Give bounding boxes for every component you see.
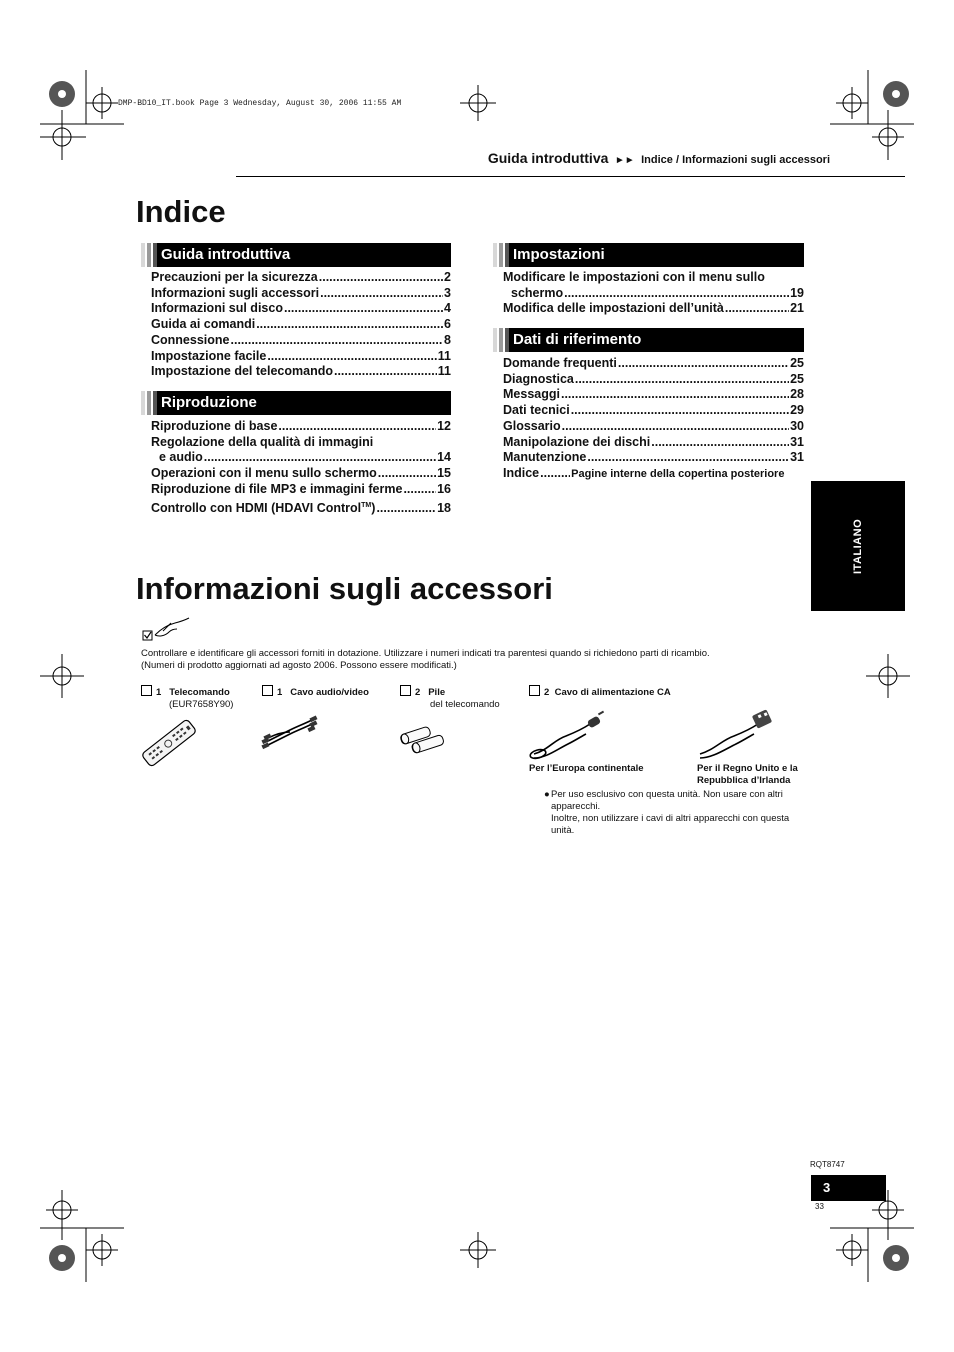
toc-entry[interactable] [503,387,804,403]
toc-label: Glossario [503,418,561,433]
toc-guida [151,270,451,380]
accessories-title: Informazioni sugli accessori [136,571,553,606]
toc-entry[interactable] [151,349,451,365]
accessory-name: Cavo di alimentazione CA [554,687,671,698]
page-number-box [811,1175,886,1201]
toc-label: Riproduzione di file MP3 e immagini ferme [151,481,403,496]
section-heading-guida [141,243,451,267]
breadcrumb [488,150,830,168]
section-heading-riferimento-label: Dati di riferimento [513,331,642,348]
toc-page: 25 [790,371,804,386]
toc-entry[interactable] [503,450,804,466]
leader-dots [540,466,570,482]
checkbox[interactable] [141,685,152,696]
intro-line: Controllare e identificare gli accessori forniti in dotazione. Utilizzare i numeri indicati tra parentesi quando si richiedono parti di ricambio. [141,648,710,659]
absolute-page-number: 33 [815,1202,824,1211]
leader-dots [278,419,436,435]
toc-label: Impostazione del telecomando [151,364,333,379]
toc-page: 2 [444,270,451,284]
toc-label: Domande frequenti [503,356,617,370]
plug-label-uk [697,763,798,787]
toc-page: 11 [437,348,451,363]
toc-page: 12 [437,419,451,433]
plug-label-uk-line: Per il Regno Unito e la [697,763,798,774]
toc-label: Diagnostica [503,371,574,386]
accessory-detail: del telecomando [430,699,500,710]
toc-page: 30 [790,418,804,433]
leader-dots [284,301,443,317]
leader-dots [256,317,443,333]
accessory-remote [141,685,233,711]
toc-label: Precauzioni per la sicurezza [151,270,318,284]
toc-page: 8 [444,332,451,347]
toc-impostazioni [503,270,804,317]
heading-gradient [141,391,159,415]
toc-page: 31 [790,434,804,449]
toc-label: Informazioni sul disco [151,301,283,316]
toc-page: 25 [790,356,804,370]
av-cable-icon [260,712,320,754]
accessories-intro [141,648,801,672]
note-bullet-row [544,789,809,837]
toc-label: Regolazione della qualità di immagini [151,434,374,449]
toc-label: Modifica delle impostazioni dell’unità [503,301,724,316]
leader-dots [651,435,789,451]
accessory-qty: 2 [415,687,421,698]
leader-dots [378,466,436,482]
language-tab-label: ITALIANO [852,518,864,574]
leader-dots [561,387,789,403]
accessory-detail: (EUR7658Y90) [169,699,234,710]
toc-page: 29 [790,403,804,418]
leader-dots [204,450,436,466]
toc-page: 16 [437,481,451,496]
toc-label: Messaggi [503,387,560,402]
toc-entry[interactable] [503,270,804,286]
toc-page: 6 [444,317,451,332]
leader-dots [334,364,437,380]
toc-label: Connessione [151,332,230,347]
toc-entry-continued[interactable] [151,450,451,466]
toc-entry[interactable] [151,435,451,451]
toc-entry[interactable] [151,498,451,517]
toc-entry[interactable] [503,435,804,451]
toc-entry[interactable] [151,482,451,498]
toc-label-close: ) [371,500,376,515]
toc-label: Riproduzione di base [151,419,278,433]
leader-dots [587,450,789,466]
batteries-icon [398,722,450,756]
leader-dots [376,501,436,517]
toc-entry[interactable] [151,301,451,317]
accessory-qty: 1 [156,687,162,698]
toc-page: 18 [437,500,451,515]
breadcrumb-pages: Indice / Informazioni sugli accessori [641,154,830,166]
plug-label-uk-line: Repubblica d’Irlanda [697,775,791,786]
header-rule [236,176,905,177]
language-tab [811,481,905,611]
toc-entry-continued[interactable] [503,286,804,302]
plug-label-europe: Per l’Europa continentale [529,763,644,774]
toc-entry[interactable] [151,286,451,302]
toc-page: Pagine interne della copertina posteriore [571,467,785,480]
toc-riferimento [503,356,804,483]
index-title: Indice [136,194,226,229]
toc-entry[interactable] [503,372,804,388]
toc-entry[interactable] [503,419,804,435]
intro-line: (Numeri di prodotto aggiornati ad agosto 2006. Possono essere modificati.) [141,660,457,671]
toc-label: e audio [159,450,203,465]
accessory-name: Pile [428,687,446,698]
toc-entry[interactable] [151,466,451,482]
toc-page: 28 [790,387,804,402]
toc-riproduzione [151,419,451,516]
toc-label: schermo [511,285,564,300]
note-text [551,789,809,837]
toc-label: Guida ai comandi [151,317,256,332]
toc-label: Dati tecnici [503,403,570,418]
toc-entry[interactable] [151,419,451,435]
toc-label: Manutenzione [503,450,587,465]
section-heading-riproduzione-label: Riproduzione [161,394,257,411]
document-code: RQT8747 [810,1160,845,1169]
toc-label-text: Controllo con HDMI (HDAVI Control [151,500,362,515]
leader-dots [231,333,444,349]
leader-dots [618,356,789,372]
checkbox[interactable] [400,685,411,696]
checkbox[interactable] [262,685,273,696]
leader-dots [320,286,443,302]
toc-label [151,498,375,517]
section-heading-impostazioni-label: Impostazioni [513,246,605,263]
toc-page: 19 [790,285,804,300]
toc-label: Operazioni con il menu sullo schermo [151,466,377,481]
accessory-batteries [400,685,500,711]
power-cord-eu-icon [528,710,608,762]
toc-entry[interactable] [151,364,451,380]
bullet-icon: ● [544,789,550,800]
toc-entry[interactable] [503,356,804,372]
note-line: Per uso esclusivo con questa unità. Non usare con altri apparecchi. [551,789,783,812]
leader-dots [571,403,789,419]
leader-dots [267,349,436,365]
note-line: Inoltre, non utilizzare i cavi di altri apparecchi con questa unità. [551,813,790,836]
trademark-mark: TM [361,501,372,509]
accessory-power-cord [529,685,671,699]
toc-entry[interactable] [503,466,804,483]
leader-dots [564,286,789,302]
breadcrumb-section: Guida introduttiva [487,150,609,166]
leader-dots [562,419,789,435]
accessory-qty: 1 [277,687,283,698]
accessory-name: Cavo audio/video [290,687,369,698]
accessory-qty: 2 [544,687,550,698]
toc-label: Impostazione facile [151,348,267,363]
power-cord-uk-icon [694,706,780,762]
toc-label: Indice [503,465,540,480]
leader-dots [319,270,443,286]
page-number: 3 [823,1180,831,1195]
section-heading-riferimento [493,328,804,352]
breadcrumb-arrow: ►► [614,155,635,166]
toc-entry[interactable] [151,317,451,333]
file-header: DMP-BD10_IT.book Page 3 Wednesday, August 30, 2006 11:55 AM [118,99,402,108]
section-heading-impostazioni [493,243,804,267]
toc-page: 3 [444,285,451,300]
section-heading-riproduzione [141,391,451,415]
toc-entry[interactable] [151,270,451,286]
heading-gradient [493,243,511,267]
leader-dots [403,482,436,498]
toc-page: 4 [444,301,451,316]
toc-page: 21 [790,301,804,316]
checkbox[interactable] [529,685,540,696]
leader-dots [575,372,789,388]
power-cord-note [544,789,809,837]
toc-page: 14 [437,450,451,465]
toc-entry[interactable] [503,301,804,317]
toc-page: 15 [437,466,451,481]
heading-gradient [493,328,511,352]
toc-entry[interactable] [503,403,804,419]
toc-page: 31 [790,450,804,465]
toc-page: 11 [437,364,451,379]
checklist-icon [141,617,191,643]
toc-label: Modificare le impostazioni con il menu sullo [503,270,765,284]
heading-gradient [141,243,159,267]
section-heading-guida-label: Guida introduttiva [161,246,291,263]
accessory-av-cable [262,685,369,699]
remote-control-icon [138,715,200,770]
toc-label: Informazioni sugli accessori [151,285,320,300]
toc-label: Manipolazione dei dischi [503,434,651,449]
leader-dots [725,301,789,317]
toc-entry[interactable] [151,333,451,349]
accessory-name: Telecomando [169,687,230,698]
